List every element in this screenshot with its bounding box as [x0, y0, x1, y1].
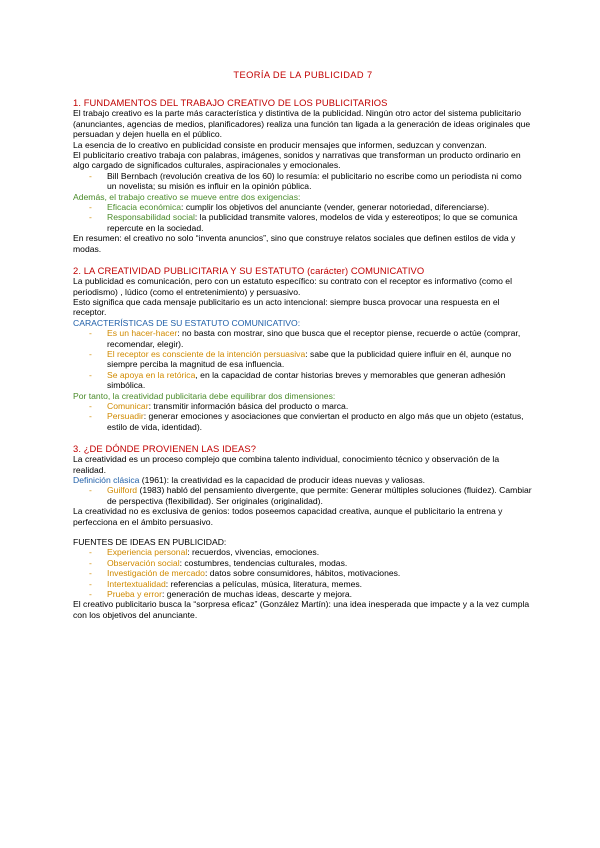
bullet-list [73, 485, 533, 506]
paragraph-intro: Además, el trabajo creativo se mueve entre dos exigencias: [73, 191, 301, 202]
list-item: - Es un hacer-hacer: no basta con mostrar, sino que busca que el receptor piense, recuerde o actúe (comprar, recomendar, elegir). [89, 328, 521, 349]
paragraph: La creatividad no es exclusiva de genios: todos poseemos capacidad creativa, aunque el publicitario la entrena y perfecciona en el ámbito persuasivo. [73, 506, 503, 527]
list-item: - Eficacia económica: cumplir los objetivos del anunciante (vender, generar notoriedad, diferenciarse). [89, 202, 490, 213]
section-1 [73, 97, 533, 254]
document-title: TEORÍA DE LA PUBLICIDAD 7 [233, 70, 373, 80]
paragraph: El trabajo creativo es la parte más característica y distintiva de la publicidad. Ningún otro actor del sistema publicitario (anunciantes, agencias de medios, planificadores) realiza una función tan ligada a la generación de ideas originales que persuadan y dejen huella en el público. [73, 108, 531, 140]
section-2 [73, 265, 533, 432]
section-3-heading: 3. ¿DE DÓNDE PROVIENEN LAS IDEAS? [73, 443, 257, 455]
list-item: - El receptor es consciente de la intención persuasiva: sabe que la publicidad quiere influir en él, aunque no siempre perciba la magnitud de esa influencia. [89, 348, 512, 370]
paragraph-intro: Por tanto, la creatividad publicitaria debe equilibrar dos dimensiones: [73, 390, 336, 401]
list-item: - Experiencia personal: recuerdos, vivencias, emociones. [89, 547, 320, 558]
list-item: - Responsabilidad social: la publicidad transmite valores, modelos de vida y estereotipos; lo que se comunica repercute en la sociedad. [89, 212, 518, 233]
document-page [73, 70, 533, 620]
list-item: - Persuadir: generar emociones y asociaciones que conviertan el producto en algo más que un objeto (estatus, estilo de vida, identidad). [89, 411, 524, 432]
list-item: - Comunicar: transmitir información básica del producto o marca. [89, 400, 349, 411]
list-item: - Observación social: costumbres, tendencias culturales, modas. [89, 557, 348, 568]
paragraph: La esencia de lo creativo en publicidad consiste en producir mensajes que informen, seduzcan y convenzan. [73, 139, 487, 150]
paragraph: La creatividad es un proceso complejo que combina talento individual, conocimiento técnico y observación de la realidad. [73, 454, 500, 475]
list-item: - Investigación de mercado: datos sobre consumidores, hábitos, motivaciones. [89, 568, 401, 579]
bullet-list [73, 328, 533, 390]
subheading: FUENTES DE IDEAS EN PUBLICIDAD: [73, 537, 227, 548]
section-1-heading: 1. FUNDAMENTOS DEL TRABAJO CREATIVO DE LOS PUBLICITARIOS [73, 97, 388, 109]
paragraph: Esto significa que cada mensaje publicitario es un acto intencional: siempre busca provocar una respuesta en el receptor. [73, 296, 500, 318]
list-item: - Guilford (1983) habló del pensamiento divergente, que permite: Generar múltiples soluciones (fluidez). Cambiar de perspectiva (flexibilidad). Ser originales (originalidad). [89, 485, 532, 506]
list-item: - Se apoya en la retórica, en la capacidad de contar historias breves y memorables que generan adhesión simbólica. [89, 369, 506, 391]
paragraph: El creativo publicitario busca la “sorpresa eficaz” (González Martín): una idea inesperada que impacte y a la vez cumpla con los objetivos del anunciante. [73, 599, 530, 620]
bullet-list [73, 202, 533, 233]
list-item: - Bill Bernbach (revolución creativa de los 60) lo resumía: el publicitario no escribe como un periodista ni como un novelista; su misión es influir en la opinión pública. [89, 170, 522, 192]
bullet-list [73, 401, 533, 432]
list-item: - Intertextualidad: referencias a películas, música, literatura, memes. [89, 578, 363, 589]
subheading: CARACTERÍSTICAS DE SU ESTATUTO COMUNICATIVO: [73, 317, 301, 328]
paragraph: Definición clásica (1961): la creatividad es la capacidad de producir ideas nuevas y valiosas. [73, 475, 426, 485]
paragraph: La publicidad es comunicación, pero con un estatuto específico: su contrato con el receptor es informativo (como el periodismo) , lúdico (como el entretenimiento) y persuasivo. [73, 276, 512, 297]
paragraph: El publicitario creativo trabaja con palabras, imágenes, sonidos y narrativas que transforman un producto ordinario en algo cargado de significados culturales, aspiracionales y emocionales. [73, 150, 521, 171]
bullet-list [73, 547, 533, 599]
section-2-heading: 2. LA CREATIVIDAD PUBLICITARIA Y SU ESTATUTO (carácter) COMUNICATIVO [73, 265, 425, 277]
paragraph: En resumen: el creativo no solo “inventa anuncios”, sino que construye relatos sociales que definen estilos de vida y modas. [73, 233, 516, 254]
bullet-list [73, 171, 533, 192]
list-item: - Prueba y error: generación de muchas ideas, descarte y mejora. [89, 589, 353, 600]
section-3 [73, 443, 533, 620]
